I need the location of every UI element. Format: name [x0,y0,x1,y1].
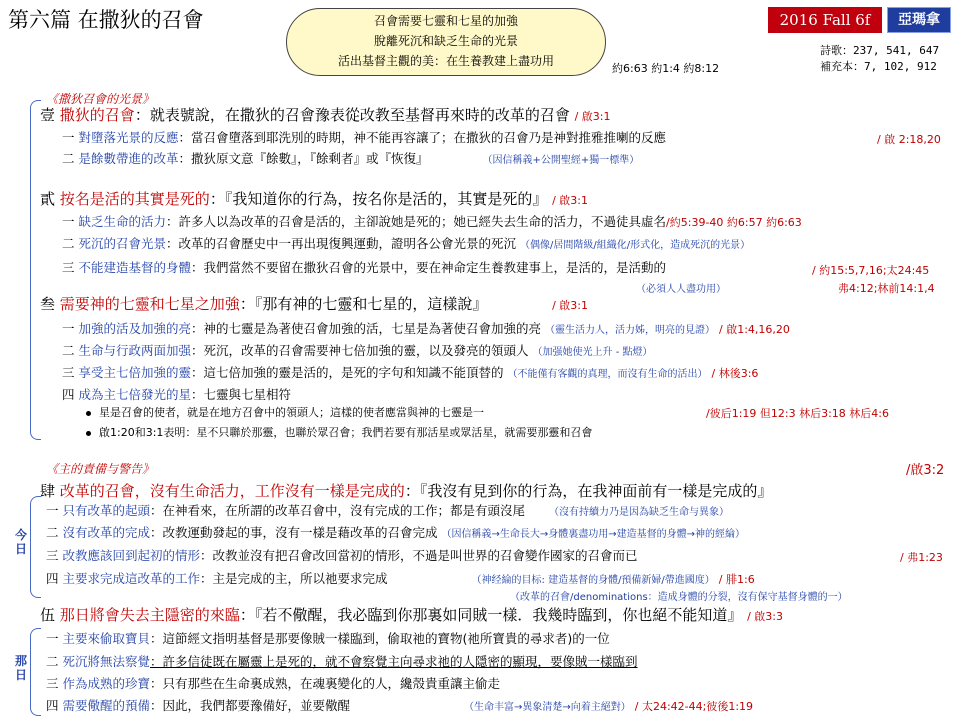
section-label-rebuke: 《主的責備与警告》 [46,462,155,476]
section2-thatday-bracket [30,628,41,716]
sub-note: （沒有持續力乃是因為缺乏生命与異象） [549,507,730,518]
point-3-sub-1 [62,320,790,339]
sub-num: 二 [62,151,75,166]
sub-label: 改教應該回到起初的情形 [62,548,201,563]
point-3-sub-3 [62,364,758,383]
point-3-bullet-1-ref: /彼后1:19 但12:3 林后3:18 林后4:6 [706,407,890,420]
point-text: ：就表號說，在撒狄的召會豫表從改教至基督再來時的改革的召會 [134,106,570,124]
sub-text: ：改教並沒有把召會改回當初的情形，不過是叫世界的召會變作國家的召會而已 [200,548,638,563]
sub-label: 死沉的召會光景 [78,236,167,251]
sub-text: ：因此，我們都要豫備好，並要儆醒 [150,698,351,713]
sub-label: 生命与行政两面加强 [78,343,192,358]
point-1-heading [40,106,611,126]
sub-text: ：這七倍加強的靈是活的，是死的字句和知識不能頂替的 [191,365,504,380]
point-2-sub-3-note: （必須人人盡功用） [636,284,726,295]
point-3-sub-4 [62,386,291,403]
sub-text: ：七靈與七星相符 [191,387,292,402]
point-3-heading [40,295,588,315]
point-4-sub-4 [46,570,755,589]
sub-ref: /約5:39-40 約6:57 約6:63 [666,216,802,229]
sub-num: 三 [62,365,75,380]
sub-label: 主要來偷取寶貝 [62,631,151,646]
section-label-sardis-condition: 《撒狄召會的光景》 [46,92,155,106]
sub-label: 不能建造基督的身體 [78,260,192,275]
point-head: 需要神的七靈和七星之加強 [59,295,240,313]
sub-text: ：主是完成的主，所以祂要求完成 [200,571,388,586]
point-head: 改革的召會，沒有生命活力，工作沒有一樣是完成的 [59,482,405,500]
point-ref: / 啟3:1 [552,194,589,207]
sub-note: （因信稱義+公開聖經+獨一標準） [482,155,640,166]
sub-note: （靈生活力人，活力姊，明亮的見證） [545,325,716,336]
sub-ref: / 林後3:6 [711,367,759,380]
sub-text: ：許多人以為改革的召會是活的，主卻說她是死的；她已經失去生命的活力，不過徒具虛名 [166,214,667,229]
section2-today-bracket [30,496,41,598]
point-5-sub-2 [46,653,638,670]
side-label-that-day: 那日 [14,654,27,682]
sub-num: 三 [46,548,59,563]
sub-label: 主要求完成這改革的工作 [62,571,201,586]
point-ref: / 啟3:1 [574,110,611,123]
point-num: 伍 [40,606,56,624]
sub-num: 二 [62,236,75,251]
point-2-sub-3-ref: / 約15:5,7,16;太24:45 [812,264,930,277]
hymns-line: 詩歌：237, 541, 647 [820,44,940,57]
sub-note: （生命丰富→異象清楚→向着主絕對） [464,702,631,713]
section1-bracket [30,100,41,440]
point-4-sub-3-ref: / 弗1:23 [900,551,943,564]
point-text: ：『那有神的七靈和七星的，這樣說』 [239,295,488,313]
point-head: 那日將會失去主隱密的來臨 [59,606,240,624]
point-num: 貳 [40,190,56,208]
sub-num: 一 [62,321,75,336]
sub-num: 四 [46,698,59,713]
sub-text: ：神的七靈是為著使召會加強的活，七星是為著使召會加強的亮 [191,321,542,336]
sub-label: 作為成熟的珍寶 [62,676,151,691]
sub-text: ：許多信徒既在屬靈上是死的，就不會察覺主向尋求祂的人隱密的顯現，要像賊一樣臨到 [150,654,638,669]
sub-text: ：改教運動發起的事，沒有一樣是藉改革的召會完成 [150,525,438,540]
bullet-dot [86,411,91,416]
sub-num: 一 [62,214,75,229]
point-3-sub-2 [62,342,652,361]
sub-text: ：死沉，改革的召會需要神七倍加強的靈，以及發亮的領頭人 [191,343,529,358]
sub-ref: / 太24:42-44;彼後1:19 [634,700,754,713]
point-4-heading [40,482,772,500]
point-text: ：『我知道你的行為，按名你是活的，其實是死的』 [209,190,548,208]
sub-label: 只有改革的起頭 [62,503,151,518]
point-4-sub-3 [46,547,638,564]
sub-text: ：只有那些在生命裏成熟，在魂裏變化的人，纔殼貴重讓主偷走 [150,676,501,691]
bubble-line-3: 活出基督主觀的美：在生養教建上盡功用 [337,54,554,68]
sub-label: 缺乏生命的活力 [78,214,167,229]
point-ref: / 啟3:1 [552,299,589,312]
point-num: 肆 [40,482,56,500]
sub-text: ：這節經文指明基督是那要像賊一樣臨到，偷取祂的寶物(祂所寶貴的尋求者)的一位 [150,631,610,646]
point-5-sub-1 [46,630,610,647]
term-badge: 2016 Fall 6f [768,7,882,33]
training-name-badge: 亞瑪拿 [887,7,951,33]
sub-note: （因信稱義→生命長大→身體裏盡功用→建造基督的身體→神的經綸） [441,529,746,540]
sub-num: 二 [46,654,59,669]
point-2-sub-2 [62,235,750,254]
bullet-dot [86,431,91,436]
point-num: 叁 [40,295,56,313]
point-5-heading [40,606,783,626]
sub-num: 四 [62,387,75,402]
bubble-line-1: 召會需要七靈和七星的加強 [373,14,518,28]
sub-note: （不能僅有客觀的真理，而沒有生命的活出） [507,369,708,380]
point-4-note2: （改革的召會/denominations：造成身體的分裂，沒有保守基督身體的一） [510,592,848,603]
sub-label: 是餘數帶進的改革 [78,151,179,166]
sub-num: 二 [62,343,75,358]
sub-label: 享受主七倍加強的靈 [78,365,192,380]
point-4-sub-1 [46,502,729,521]
sub-label: 加強的活及加強的亮 [78,321,192,336]
supplement-line: 補充本：7, 102, 912 [820,60,937,73]
sub-label: 死沉將無法察覺 [62,654,151,669]
sub-num: 二 [46,525,59,540]
sub-note: （神经綸的目标: 建造基督的身體/預備新婦/帶進國度） [471,575,715,586]
point-5-sub-4 [46,697,753,716]
sub-label: 沒有改革的完成 [62,525,151,540]
sub-label: 需要儆醒的預備 [62,698,151,713]
sub-num: 一 [62,130,75,145]
sub-text: ：當召會墮落到耶洗別的時期，神不能再容讓了；在撒狄的召會乃是神對推雅推喇的反應 [178,130,667,145]
sub-label: 成為主七倍發光的星 [78,387,192,402]
bubble-refs: 約6:63 約1:4 約8:12 [612,62,720,75]
point-4-sub-2 [46,524,745,543]
point-num: 壹 [40,106,56,124]
side-label-today: 今日 [14,528,27,556]
sub-text: ：在神看來，在所謂的改革召會中，沒有完成的工作；都是有頭沒尾 [150,503,526,518]
point-head: 按名是活的其實是死的 [59,190,210,208]
point-1-sub-2 [62,150,639,169]
summary-bubble [286,8,606,76]
point-text: ：『我沒有見到你的行為，在我神面前有一樣是完成的』 [404,482,773,500]
sub-text: ：我們當然不要留在撒狄召會的光景中，要在神命定生養教建事上，是活的，是活動的 [191,260,667,275]
point-2-sub-1 [62,213,802,231]
point-5-sub-3 [46,675,500,692]
sub-text: ：撒狄原文意『餘數』，『餘剩者』或『恢復』 [178,151,429,166]
sub-num: 四 [46,571,59,586]
sub-num: 一 [46,631,59,646]
sub-text: ：改革的召會歷史中一再出現復興運動，證明各公會光景的死沉 [166,236,517,251]
sub-num: 三 [46,676,59,691]
sub-ref: / 腓1:6 [718,573,755,586]
point-2-sub-3 [62,259,666,276]
point-3-bullet-2 [86,424,592,440]
point-1-sub-1 [62,129,666,146]
sub-note: （加强她使光上升 - 點燈） [532,347,653,358]
point-text: ：『若不儆醒，我必臨到你那裏如同賊一樣．我幾時臨到，你也絕不能知道』 [239,606,743,624]
point-3-bullet-1 [86,404,484,420]
hymn-list [820,43,939,75]
bullet-text: 星是召會的使者，就是在地方召會中的領頭人；這樣的使者應當與神的七靈是一 [99,406,484,419]
bullet-text: 啟1:20和3:1表明：星不只聯於那靈，也聯於眾召會；我們若要有那活星或眾活星，就需要那靈和召會 [99,426,593,439]
page-title: 第六篇 在撒狄的召會 [8,8,204,32]
sub-label: 對墮落光景的反應 [78,130,179,145]
point-1-sub-1-ref: / 啟 2:18,20 [877,133,941,146]
point-ref: / 啟3:3 [747,610,784,623]
point-2-sub-3-ref2: 弗4:12;林前14:1,4 [838,282,935,295]
point-2-heading [40,190,588,210]
section2-ref: /啟3:2 [906,463,945,478]
sub-num: 三 [62,260,75,275]
bubble-line-2: 脫離死沉和缺乏生命的光景 [373,34,518,48]
point-head: 撒狄的召會 [59,106,135,124]
sub-ref: / 啟1:4,16,20 [719,323,790,336]
sub-num: 一 [46,503,59,518]
sub-note: （偶像/居間階級/組織化/形式化，造成死沉的光景） [520,240,751,251]
